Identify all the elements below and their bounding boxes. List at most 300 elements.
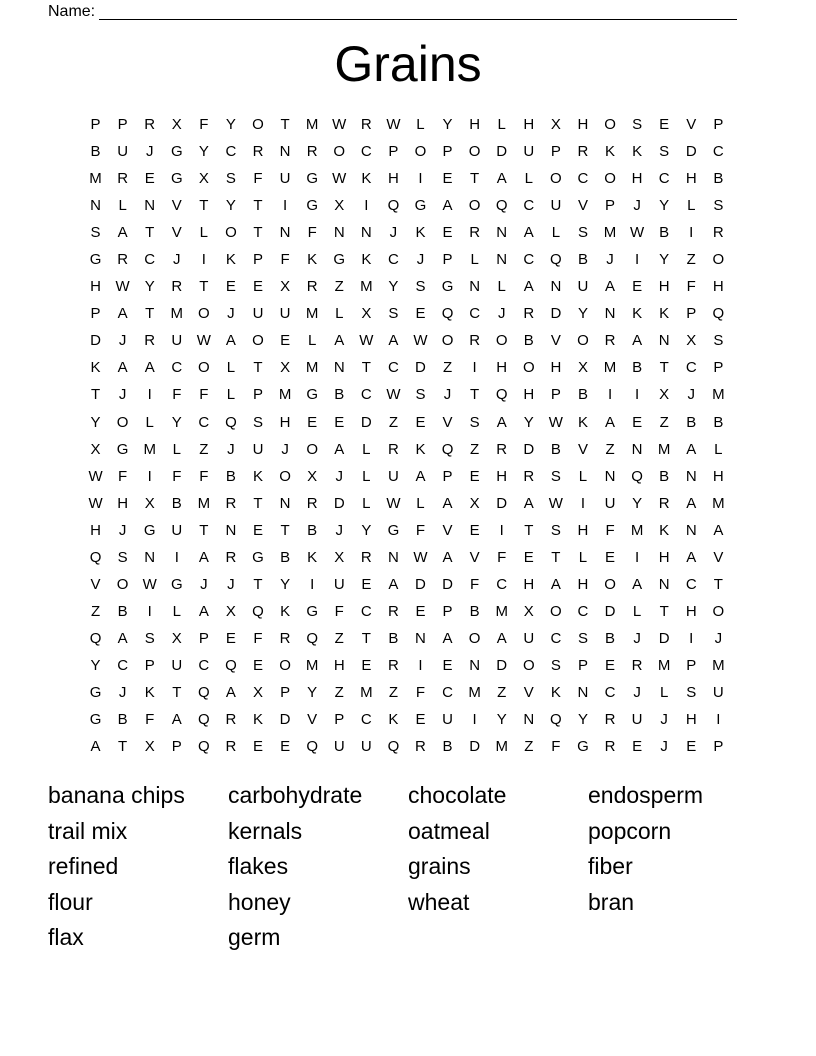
grid-letter: V xyxy=(442,521,453,539)
grid-letter: G xyxy=(89,684,102,701)
grid-letter: J xyxy=(227,305,235,323)
grid-letter: R xyxy=(523,305,535,323)
grid-letter: M xyxy=(657,656,671,674)
grid-letter: V xyxy=(686,116,697,134)
grid-letter: Z xyxy=(686,251,696,269)
grid-letter: D xyxy=(279,711,291,729)
grid-letter: S xyxy=(469,413,480,431)
grid-letter: K xyxy=(605,143,616,161)
grid-letter: W xyxy=(88,494,103,512)
grid-letter: Z xyxy=(334,629,344,647)
grid-letter: P xyxy=(171,738,182,756)
grid-letter: G xyxy=(387,521,400,539)
grid-letter: T xyxy=(145,305,155,323)
grid-letter: N xyxy=(279,143,291,161)
grid-letter: B xyxy=(686,413,697,431)
grid-row xyxy=(82,463,732,490)
grid-row xyxy=(82,544,732,571)
grid-letter: N xyxy=(658,332,670,350)
grid-letter: O xyxy=(495,332,508,350)
grid-letter: H xyxy=(90,521,101,539)
word-bank-item: flakes xyxy=(228,853,289,880)
grid-letter: L xyxy=(470,251,479,269)
grid-letter: W xyxy=(548,494,563,512)
grid-letter: F xyxy=(145,711,155,729)
grid-letter: C xyxy=(198,656,210,674)
grid-letter: V xyxy=(713,548,724,566)
grid-letter: J xyxy=(227,575,235,593)
grid-letter: G xyxy=(306,386,318,404)
grid-letter: N xyxy=(279,494,291,512)
grid-letter: B xyxy=(577,251,588,269)
grid-letter: F xyxy=(605,521,615,539)
grid-letter: G xyxy=(333,251,346,269)
grid-letter: G xyxy=(306,170,318,188)
grid-letter: I xyxy=(689,629,694,647)
grid-letter: L xyxy=(551,224,561,242)
grid-letter: J xyxy=(660,738,668,756)
grid-letter: O xyxy=(279,467,291,485)
grid-letter: L xyxy=(172,602,181,620)
grid-row xyxy=(82,138,732,165)
grid-letter: M xyxy=(305,656,319,674)
grid-letter: P xyxy=(388,143,399,161)
grid-row xyxy=(82,246,732,273)
grid-letter: S xyxy=(550,521,561,539)
grid-letter: I xyxy=(147,386,152,404)
grid-letter: H xyxy=(387,170,399,188)
grid-letter: E xyxy=(469,467,480,485)
grid-letter: E xyxy=(605,656,616,674)
grid-letter: P xyxy=(253,386,264,404)
grid-letter: P xyxy=(713,738,724,756)
grid-letter: E xyxy=(307,413,318,431)
grid-letter: M xyxy=(305,359,319,377)
grid-letter: Y xyxy=(171,413,182,431)
grid-letter: R xyxy=(252,143,264,161)
grid-letter: M xyxy=(305,305,319,323)
grid-letter: V xyxy=(442,413,453,431)
grid-letter: E xyxy=(415,413,426,431)
grid-letter: W xyxy=(332,116,347,134)
grid-letter: P xyxy=(442,143,453,161)
grid-letter: B xyxy=(605,629,616,647)
grid-row xyxy=(82,165,732,192)
grid-letter: B xyxy=(90,143,101,161)
grid-letter: L xyxy=(632,602,642,620)
grid-letter: A xyxy=(686,548,697,566)
grid-letter: N xyxy=(333,359,345,377)
grid-letter: A xyxy=(523,278,534,296)
grid-letter: C xyxy=(604,684,616,701)
word-bank-item: honey xyxy=(228,888,291,915)
grid-letter: T xyxy=(90,386,101,404)
grid-letter: C xyxy=(577,602,589,620)
grid-letter: T xyxy=(470,170,480,188)
grid-letter: P xyxy=(90,305,101,323)
grid-letter: Y xyxy=(659,197,670,215)
grid-letter: K xyxy=(361,251,372,269)
grid-letter: P xyxy=(686,305,697,323)
grid-letter: T xyxy=(145,224,155,242)
grid-letter: L xyxy=(226,359,236,377)
grid-letter: E xyxy=(605,548,616,566)
grid-letter: H xyxy=(712,467,724,485)
grid-letter: U xyxy=(171,656,183,674)
grid-letter: Q xyxy=(387,197,400,215)
grid-letter: H xyxy=(577,575,589,593)
word-bank-item: grains xyxy=(408,853,471,880)
grid-letter: D xyxy=(604,602,616,620)
grid-letter: O xyxy=(604,116,616,134)
grid-letter: J xyxy=(687,386,695,404)
grid-letter: H xyxy=(685,602,697,620)
grid-letter: X xyxy=(280,359,291,377)
grid-letter: T xyxy=(253,197,263,215)
grid-letter: A xyxy=(198,548,209,566)
name-blank-line xyxy=(99,3,737,20)
grid-letter: J xyxy=(660,711,668,729)
grid-letter: A xyxy=(415,467,426,485)
grid-letter: Z xyxy=(388,684,398,701)
grid-letter: O xyxy=(604,170,616,188)
grid-letter: J xyxy=(633,197,641,215)
grid-letter: E xyxy=(253,278,264,296)
grid-letter: N xyxy=(387,548,399,566)
grid-letter: P xyxy=(253,251,264,269)
grid-letter: C xyxy=(144,251,156,269)
grid-letter: A xyxy=(523,224,534,242)
grid-letter: B xyxy=(713,170,724,188)
grid-letter: L xyxy=(497,278,506,296)
grid-letter: R xyxy=(225,738,237,756)
word-bank-item: flax xyxy=(48,924,84,951)
grid-letter: M xyxy=(495,602,508,620)
grid-letter: O xyxy=(712,602,725,620)
grid-letter: M xyxy=(630,521,644,539)
grid-letter: X xyxy=(334,197,345,215)
grid-letter: T xyxy=(199,197,209,215)
grid-letter: K xyxy=(253,467,264,485)
grid-letter: O xyxy=(522,656,535,674)
grid-letter: I xyxy=(147,467,152,485)
grid-letter: I xyxy=(635,386,640,404)
grid-letter: F xyxy=(199,116,209,134)
grid-letter: O xyxy=(468,629,481,647)
grid-letter: X xyxy=(550,116,561,134)
grid-letter: S xyxy=(632,116,643,134)
grid-letter: G xyxy=(89,711,102,729)
grid-letter: W xyxy=(332,170,347,188)
grid-letter: H xyxy=(658,548,670,566)
grid-letter: D xyxy=(496,494,508,512)
grid-letter: H xyxy=(469,116,481,134)
grid-letter: M xyxy=(305,116,319,134)
grid-letter: B xyxy=(307,521,318,539)
grid-letter: E xyxy=(442,656,453,674)
grid-letter: F xyxy=(172,467,182,485)
grid-letter: R xyxy=(360,548,372,566)
grid-letter: H xyxy=(631,170,643,188)
grid-letter: U xyxy=(333,738,345,756)
grid-letter: I xyxy=(201,251,206,269)
grid-letter: M xyxy=(712,656,725,674)
grid-letter: Y xyxy=(442,116,453,134)
grid-letter: N xyxy=(658,575,670,593)
grid-letter: P xyxy=(144,656,155,674)
grid-letter: C xyxy=(360,711,372,729)
grid-letter: Q xyxy=(495,197,508,215)
grid-letter: M xyxy=(360,684,373,701)
word-search-grid xyxy=(82,111,732,760)
grid-letter: H xyxy=(279,413,291,431)
grid-letter: F xyxy=(415,521,426,539)
grid-letter: N xyxy=(685,521,697,539)
grid-letter: O xyxy=(414,143,427,161)
grid-letter: B xyxy=(442,738,453,756)
grid-letter: I xyxy=(310,575,315,593)
grid-letter: R xyxy=(577,143,589,161)
grid-letter: C xyxy=(198,413,210,431)
grid-letter: L xyxy=(524,170,533,188)
grid-letter: K xyxy=(388,711,399,729)
grid-letter: H xyxy=(577,116,589,134)
grid-letter: A xyxy=(496,413,507,431)
grid-letter: R xyxy=(387,602,399,620)
grid-letter: Y xyxy=(659,251,670,269)
grid-letter: Z xyxy=(659,413,669,431)
grid-letter: L xyxy=(226,386,236,404)
grid-letter: A xyxy=(334,332,345,350)
grid-letter: T xyxy=(253,494,263,512)
grid-letter: L xyxy=(199,224,209,242)
grid-letter: M xyxy=(495,738,508,756)
grid-letter: G xyxy=(89,251,102,269)
grid-letter: O xyxy=(468,197,481,215)
grid-letter: U xyxy=(712,684,724,701)
grid-letter: D xyxy=(496,143,508,161)
grid-letter: I xyxy=(635,251,640,269)
grid-letter: A xyxy=(334,440,345,458)
grid-letter: Y xyxy=(307,684,318,701)
word-bank-item: carbohydrate xyxy=(228,782,363,808)
grid-letter: U xyxy=(631,711,643,729)
grid-letter: P xyxy=(577,656,588,674)
grid-letter: A xyxy=(632,575,643,593)
grid-letter: T xyxy=(524,521,534,539)
grid-row xyxy=(82,273,732,300)
grid-letter: O xyxy=(441,332,454,350)
grid-letter: Q xyxy=(306,738,318,756)
grid-letter: M xyxy=(712,494,725,512)
grid-letter: Z xyxy=(199,440,209,458)
grid-letter: N xyxy=(144,548,156,566)
grid-letter: B xyxy=(117,602,128,620)
grid-letter: U xyxy=(333,575,345,593)
grid-letter: L xyxy=(578,548,588,566)
grid-letter: Q xyxy=(631,467,643,485)
grid-row xyxy=(82,598,732,625)
grid-letter: Z xyxy=(497,684,507,701)
grid-letter: E xyxy=(280,738,291,756)
grid-letter: N xyxy=(523,711,535,729)
grid-letter: N xyxy=(631,440,643,458)
grid-letter: X xyxy=(280,278,291,296)
grid-letter: I xyxy=(283,197,288,215)
grid-letter: A xyxy=(550,575,561,593)
grid-letter: O xyxy=(604,575,616,593)
grid-letter: V xyxy=(90,575,101,593)
grid-letter: D xyxy=(415,575,426,593)
grid-letter: O xyxy=(712,251,725,269)
grid-letter: C xyxy=(387,251,399,269)
grid-letter: H xyxy=(333,656,345,674)
grid-letter: K xyxy=(307,251,318,269)
grid-letter: I xyxy=(499,521,504,539)
grid-letter: C xyxy=(523,197,535,215)
grid-letter: B xyxy=(577,386,588,404)
grid-letter: Z xyxy=(334,684,344,701)
grid-letter: R xyxy=(604,332,616,350)
grid-letter: J xyxy=(145,143,154,161)
grid-letter: E xyxy=(253,656,264,674)
grid-letter: A xyxy=(523,494,534,512)
grid-letter: M xyxy=(657,440,671,458)
grid-letter: C xyxy=(117,656,129,674)
grid-letter: K xyxy=(659,305,670,323)
grid-letter: G xyxy=(306,602,318,620)
grid-letter: E xyxy=(632,738,643,756)
grid-letter: B xyxy=(334,386,345,404)
grid-letter: Y xyxy=(198,143,209,161)
grid-letter: L xyxy=(362,494,371,512)
grid-letter: X xyxy=(198,170,209,188)
grid-letter: I xyxy=(472,359,477,377)
grid-letter: Q xyxy=(550,251,562,269)
grid-letter: L xyxy=(118,197,127,215)
grid-letter: H xyxy=(90,278,101,296)
grid-letter: X xyxy=(253,684,264,701)
grid-letter: B xyxy=(550,440,561,458)
grid-letter: H xyxy=(523,575,535,593)
grid-letter: X xyxy=(523,602,534,620)
grid-letter: B xyxy=(388,629,399,647)
grid-letter: F xyxy=(253,629,263,647)
grid-letter: L xyxy=(362,467,371,485)
grid-letter: N xyxy=(550,278,562,296)
grid-letter: R xyxy=(387,656,399,674)
grid-letter: N xyxy=(577,684,589,701)
grid-letter: B xyxy=(659,224,670,242)
word-bank-item: trail mix xyxy=(48,817,128,844)
grid-letter: U xyxy=(360,738,372,756)
grid-letter: K xyxy=(225,251,236,269)
grid-letter: N xyxy=(333,224,345,242)
grid-letter: C xyxy=(225,143,237,161)
grid-letter: T xyxy=(280,521,290,539)
grid-letter: J xyxy=(497,305,506,323)
grid-letter: Q xyxy=(198,684,210,701)
grid-letter: E xyxy=(415,305,426,323)
grid-letter: Q xyxy=(225,656,237,674)
grid-letter: T xyxy=(253,575,263,593)
grid-letter: Z xyxy=(388,413,398,431)
grid-letter: Y xyxy=(523,413,534,431)
grid-letter: U xyxy=(523,143,535,161)
grid-letter: G xyxy=(577,738,589,756)
grid-letter: T xyxy=(659,602,669,620)
grid-letter: M xyxy=(360,278,373,296)
grid-letter: Z xyxy=(470,440,480,458)
grid-letter: I xyxy=(716,711,721,729)
grid-letter: Z xyxy=(442,359,453,377)
grid-letter: X xyxy=(90,440,101,458)
grid-letter: W xyxy=(548,413,563,431)
grid-letter: B xyxy=(713,413,724,431)
word-bank-item: oatmeal xyxy=(408,817,490,844)
grid-letter: Y xyxy=(280,575,291,593)
grid-letter: A xyxy=(442,548,453,566)
grid-row xyxy=(82,706,732,733)
grid-letter: W xyxy=(386,116,401,134)
grid-letter: X xyxy=(307,467,318,485)
grid-letter: I xyxy=(364,197,369,215)
grid-letter: E xyxy=(442,224,453,242)
grid-letter: I xyxy=(174,548,179,566)
grid-letter: C xyxy=(685,575,697,593)
grid-letter: N xyxy=(90,197,101,215)
grid-letter: A xyxy=(117,359,128,377)
grid-letter: F xyxy=(334,602,344,620)
name-label: Name: xyxy=(48,3,96,20)
grid-letter: J xyxy=(118,684,127,701)
grid-letter: R xyxy=(360,116,372,134)
grid-letter: C xyxy=(658,170,670,188)
grid-letter: F xyxy=(253,170,263,188)
grid-letter: R xyxy=(415,738,426,756)
grid-letter: Y xyxy=(90,413,101,431)
grid-letter: O xyxy=(550,170,562,188)
grid-letter: E xyxy=(686,738,697,756)
grid-letter: X xyxy=(469,494,480,512)
grid-letter: U xyxy=(550,197,562,215)
grid-row xyxy=(82,571,732,598)
grid-letter: U xyxy=(442,711,453,729)
grid-letter: N xyxy=(685,467,697,485)
grid-letter: R xyxy=(469,332,481,350)
grid-letter: Q xyxy=(495,386,508,404)
grid-letter: C xyxy=(469,305,481,323)
grid-letter: S xyxy=(415,386,426,404)
grid-letter: E xyxy=(280,332,291,350)
grid-letter: W xyxy=(359,332,374,350)
grid-letter: S xyxy=(577,224,588,242)
grid-letter: A xyxy=(225,332,236,350)
grid-letter: T xyxy=(199,278,209,296)
grid-letter: E xyxy=(415,602,426,620)
grid-letter: E xyxy=(632,413,643,431)
grid-letter: E xyxy=(632,278,643,296)
grid-letter: R xyxy=(658,494,670,512)
grid-letter: D xyxy=(523,440,535,458)
grid-letter: I xyxy=(418,656,423,674)
grid-letter: A xyxy=(225,684,236,701)
grid-letter: A xyxy=(442,197,453,215)
grid-letter: K xyxy=(632,143,643,161)
grid-letter: Y xyxy=(225,197,236,215)
grid-letter: E xyxy=(225,629,236,647)
grid-letter: A xyxy=(117,305,128,323)
